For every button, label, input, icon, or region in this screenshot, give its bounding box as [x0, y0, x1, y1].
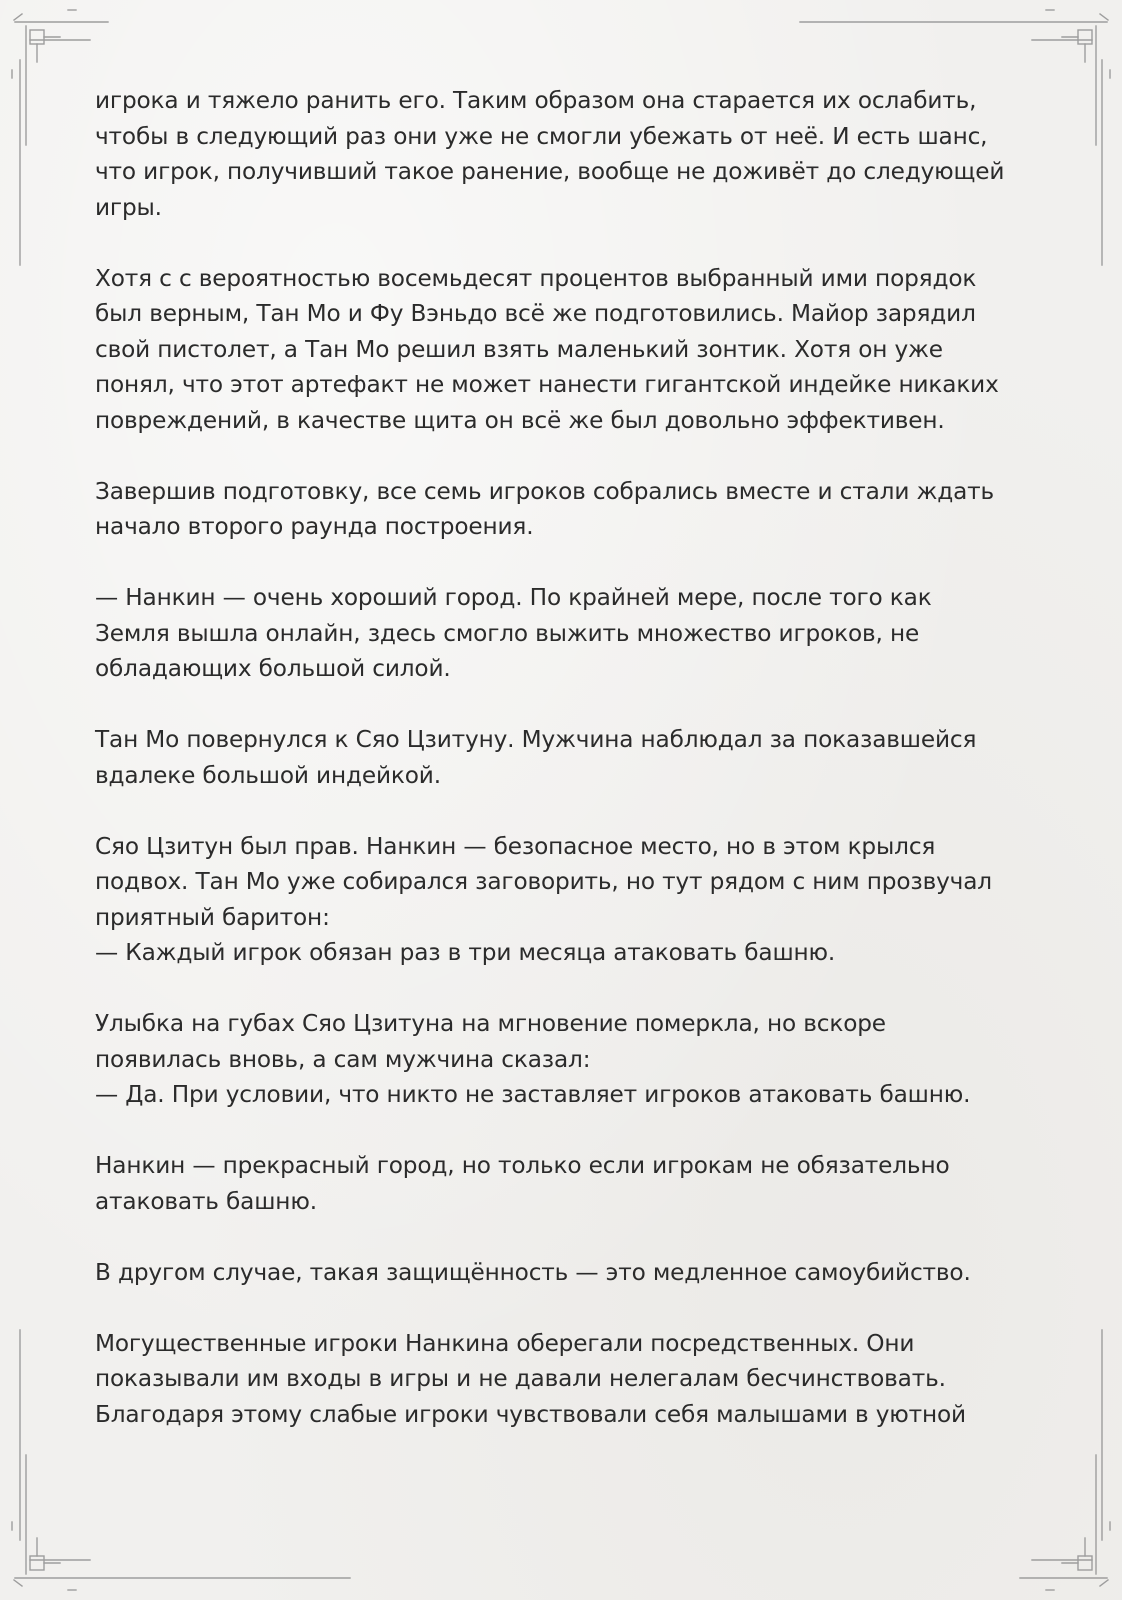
paragraph — [95, 261, 1030, 439]
paragraph — [95, 580, 1030, 687]
text-line: Завершив подготовку, все семь игроков собрались вместе и стали ждать — [95, 477, 995, 505]
text-line: подвох. Тан Мо уже собирался заговорить, но тут рядом с ним прозвучал — [95, 868, 992, 895]
paragraph — [95, 1148, 1030, 1219]
paragraph — [95, 474, 1030, 545]
text-line: Нанкин — прекрасный город, но только если игрокам не обязательно — [95, 1152, 950, 1179]
text-line: атаковать башню. — [95, 1187, 317, 1215]
frame-corner-top-left — [12, 10, 108, 265]
text-line: Тан Мо повернулся к Сяо Цзитуну. Мужчина наблюдал за показавшейся — [95, 726, 977, 753]
text-line: повреждений, в качестве щита он всё же был довольно эффективен. — [95, 406, 945, 434]
text-line: свой пистолет, а Тан Мо решил взять маленький зонтик. Хотя он уже — [95, 335, 943, 363]
text-line: чтобы в следующий раз они уже не смогли убежать от неё. И есть шанс, — [95, 122, 988, 150]
text-line: В другом случае, такая защищённость — это медленное самоубийство. — [95, 1258, 971, 1286]
text-line: Благодаря этому слабые игроки чувствовали себя малышами в уютной — [95, 1400, 966, 1428]
text-line: Земля вышла онлайн, здесь смогло выжить множество игроков, не — [95, 619, 920, 647]
text-line: игры. — [95, 193, 162, 221]
text-line: появилась вновь, а сам мужчина сказал: — [95, 1045, 591, 1073]
paragraph — [95, 83, 1030, 225]
text-line: Сяо Цзитун был прав. Нанкин — безопасное место, но в этом крылся — [95, 832, 936, 860]
frame-corner-bottom-right — [1020, 1330, 1110, 1590]
text-line: начало второго раунда построения. — [95, 513, 534, 540]
text-line: вдалеке большой индейкой. — [95, 761, 441, 789]
text-line: — Да. При условии, что никто не заставляет игроков атаковать башню. — [95, 1081, 971, 1108]
text-line: что игрок, получивший такое ранение, вообще не доживёт до следующей — [95, 158, 1005, 185]
text-line: — Каждый игрок обязан раз в три месяца атаковать башню. — [95, 939, 836, 966]
text-line: показывали им входы в игры и не давали нелегалам бесчинствовать. — [95, 1365, 946, 1392]
text-line: игрока и тяжело ранить его. Таким образом она старается их ослабить, — [95, 87, 977, 114]
paragraph — [95, 829, 1030, 971]
text-line: Улыбка на губах Сяо Цзитуна на мгновение померкла, но вскоре — [95, 1010, 886, 1037]
text-line: — Нанкин — очень хороший город. По крайней мере, после того как — [95, 584, 932, 611]
paragraph — [95, 1326, 1030, 1433]
text-line: понял, что этот артефакт не может нанести гигантской индейке никаких — [95, 371, 999, 398]
text-line: Хотя с с вероятностью восемьдесят процентов выбранный ими порядок — [95, 264, 977, 292]
paragraph — [95, 722, 1030, 793]
text-line: был верным, Тан Мо и Фу Вэньдо всё же подготовились. Майор зарядил — [95, 300, 976, 327]
text-line: приятный баритон: — [95, 903, 330, 931]
paragraph — [95, 1006, 1030, 1113]
paragraph — [95, 1255, 1030, 1291]
text-line: Могущественные игроки Нанкина оберегали посредственных. Они — [95, 1329, 915, 1357]
text-line: обладающих большой силой. — [95, 655, 451, 682]
chapter-text — [95, 83, 1030, 1468]
